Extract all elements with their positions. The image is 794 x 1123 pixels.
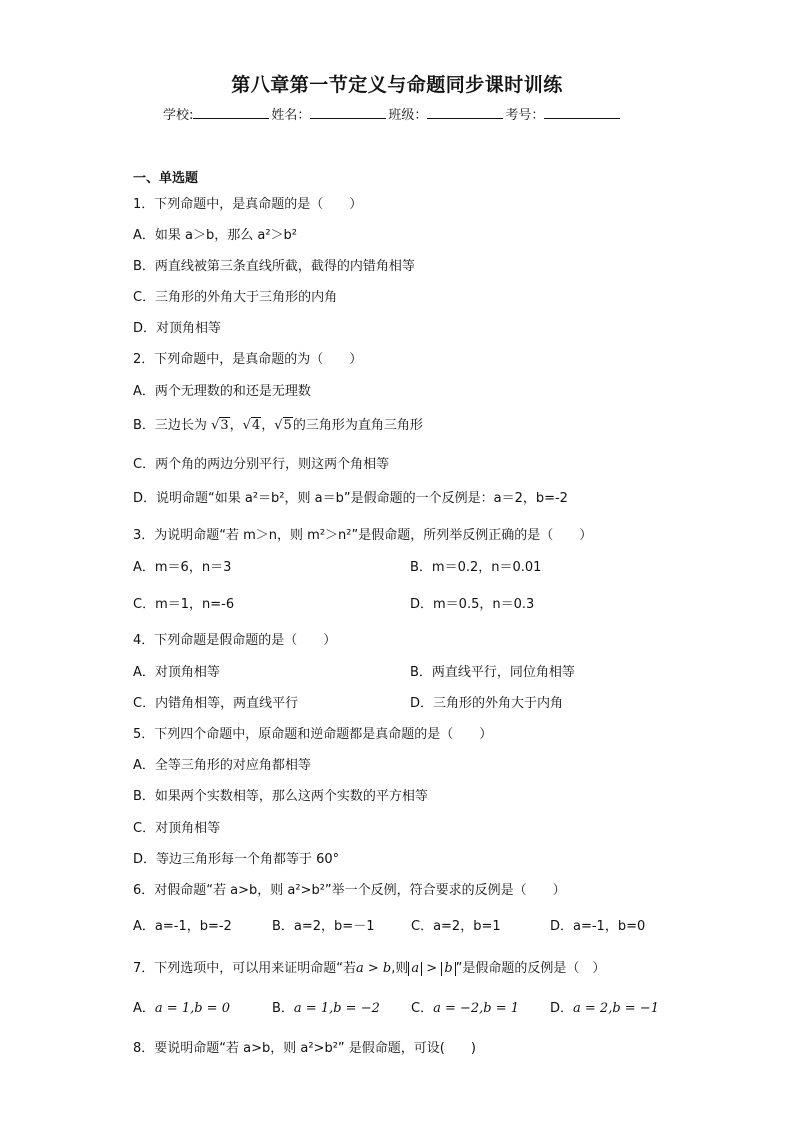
section-heading: 一、单选题 (133, 171, 199, 186)
separator: ， (261, 418, 275, 433)
school-blank[interactable] (193, 106, 269, 119)
sqrt-3: √3 (211, 418, 229, 433)
question-7-stem (133, 957, 605, 976)
question-3-option-d[interactable]: D．m＝0.5，n＝0.3 (410, 597, 535, 612)
question-7-option-d[interactable]: D．a = 2,b = −1 (550, 1001, 659, 1016)
exam-no-blank[interactable] (544, 106, 620, 119)
question-7-options (133, 997, 689, 1016)
question-1-stem: 1．下列命题中，是真命题的是（ ） (133, 197, 363, 212)
question-5-option-c[interactable]: C．对顶角相等 (133, 821, 221, 836)
question-4-option-b[interactable]: B．两直线平行，同位角相等 (410, 665, 575, 680)
question-2-stem: 2．下列命题中，是真命题的为（ ） (133, 352, 363, 367)
question-2-option-c[interactable]: C．两个角的两边分别平行，则这两个角相等 (133, 457, 390, 472)
question-1-option-b[interactable]: B．两直线被第三条直线所截，截得的内错角相等 (133, 259, 415, 274)
question-7-option-a[interactable]: A．a = 1,b = 0 (133, 1001, 230, 1016)
question-1-option-c[interactable]: C．三角形的外角大于三角形的内角 (133, 290, 338, 305)
question-2-option-d[interactable]: D．说明命题“如果 a²＝b²，则 a＝b”是假命题的一个反例是：a＝2，b=-2 (133, 491, 568, 506)
question-5-option-d[interactable]: D．等边三角形每一个角都等于 60° (133, 852, 340, 867)
question-3-option-c[interactable]: C．m＝1，n=-6 (133, 597, 235, 612)
question-3-stem: 3．为说明命题“若 m＞n，则 m²＞n²”是假命题，所列举反例正确的是（ ） (133, 528, 593, 543)
question-2-option-b[interactable] (133, 414, 423, 433)
question-6-option-b[interactable]: B．a=2，b=－1 (272, 919, 375, 934)
abs-b: b (441, 962, 455, 976)
question-4-stem: 4．下列命题是假命题的是（ ） (133, 633, 337, 648)
question-5-option-a[interactable]: A．全等三角形的对应角都相等 (133, 758, 311, 773)
option-b-prefix: B．三边长为 (133, 418, 212, 433)
question-2-option-a[interactable]: A．两个无理数的和还是无理数 (133, 384, 311, 399)
question-1-option-d[interactable]: D．对顶角相等 (133, 321, 222, 336)
separator: ， (229, 418, 243, 433)
question-6-option-a[interactable]: A．a=-1，b=-2 (133, 919, 232, 934)
question-3-option-b[interactable]: B．m＝0.2，n＝0.01 (410, 560, 542, 575)
page-title: 第八章第一节定义与命题同步课时训练 (231, 74, 563, 96)
question-5-stem: 5．下列四个命题中，原命题和逆命题都是真命题的是（ ） (133, 727, 493, 742)
question-6-stem: 6．对假命题“若 a>b，则 a²>b²”举一个反例，符合要求的反例是（ ） (133, 883, 566, 898)
question-8-stem: 8．要说明命题“若 a>b，则 a²>b²” 是假命题，可设( ) (133, 1041, 476, 1056)
abs-gt: > (422, 961, 442, 976)
name-label: 姓名： (271, 108, 311, 123)
student-info-line (163, 104, 622, 123)
question-5-option-b[interactable]: B．如果两个实数相等，那么这两个实数的平方相等 (133, 789, 428, 804)
class-label: 班级： (388, 108, 428, 123)
name-blank[interactable] (310, 106, 386, 119)
sqrt-5: √5 (274, 418, 292, 433)
question-4-option-d[interactable]: D．三角形的外角大于内角 (410, 696, 564, 711)
option-b-suffix: 的三角形为直角三角形 (292, 418, 423, 433)
question-6-options (133, 915, 689, 934)
question-1-option-a[interactable]: A．如果 a＞b，那么 a²＞b² (133, 228, 298, 243)
question-6-option-c[interactable]: C．a=2，b=1 (411, 919, 501, 934)
sqrt-4: √4 (242, 418, 261, 433)
question-7-option-b[interactable]: B．a = 1,b = −2 (272, 1001, 380, 1016)
question-7-option-c[interactable]: C．a = −2,b = 1 (411, 1001, 520, 1016)
exam-no-label: 考号： (505, 108, 545, 123)
question-3-option-a[interactable]: A．m＝6，n＝3 (133, 560, 232, 575)
abs-a: a (408, 962, 422, 976)
question-6-option-d[interactable]: D．a=-1，b=0 (550, 919, 646, 934)
school-label: 学校: (163, 108, 194, 123)
stem-middle: ,则 (391, 961, 409, 976)
question-4-option-c[interactable]: C．内错角相等，两直线平行 (133, 696, 299, 711)
stem-prefix: 7．下列选项中，可以用来证明命题“若 (133, 961, 357, 976)
stem-condition: a > b (356, 961, 392, 976)
class-blank[interactable] (427, 106, 503, 119)
stem-suffix: ”是假命题的反例是（ ） (455, 961, 606, 976)
question-4-option-a[interactable]: A．对顶角相等 (133, 665, 220, 680)
